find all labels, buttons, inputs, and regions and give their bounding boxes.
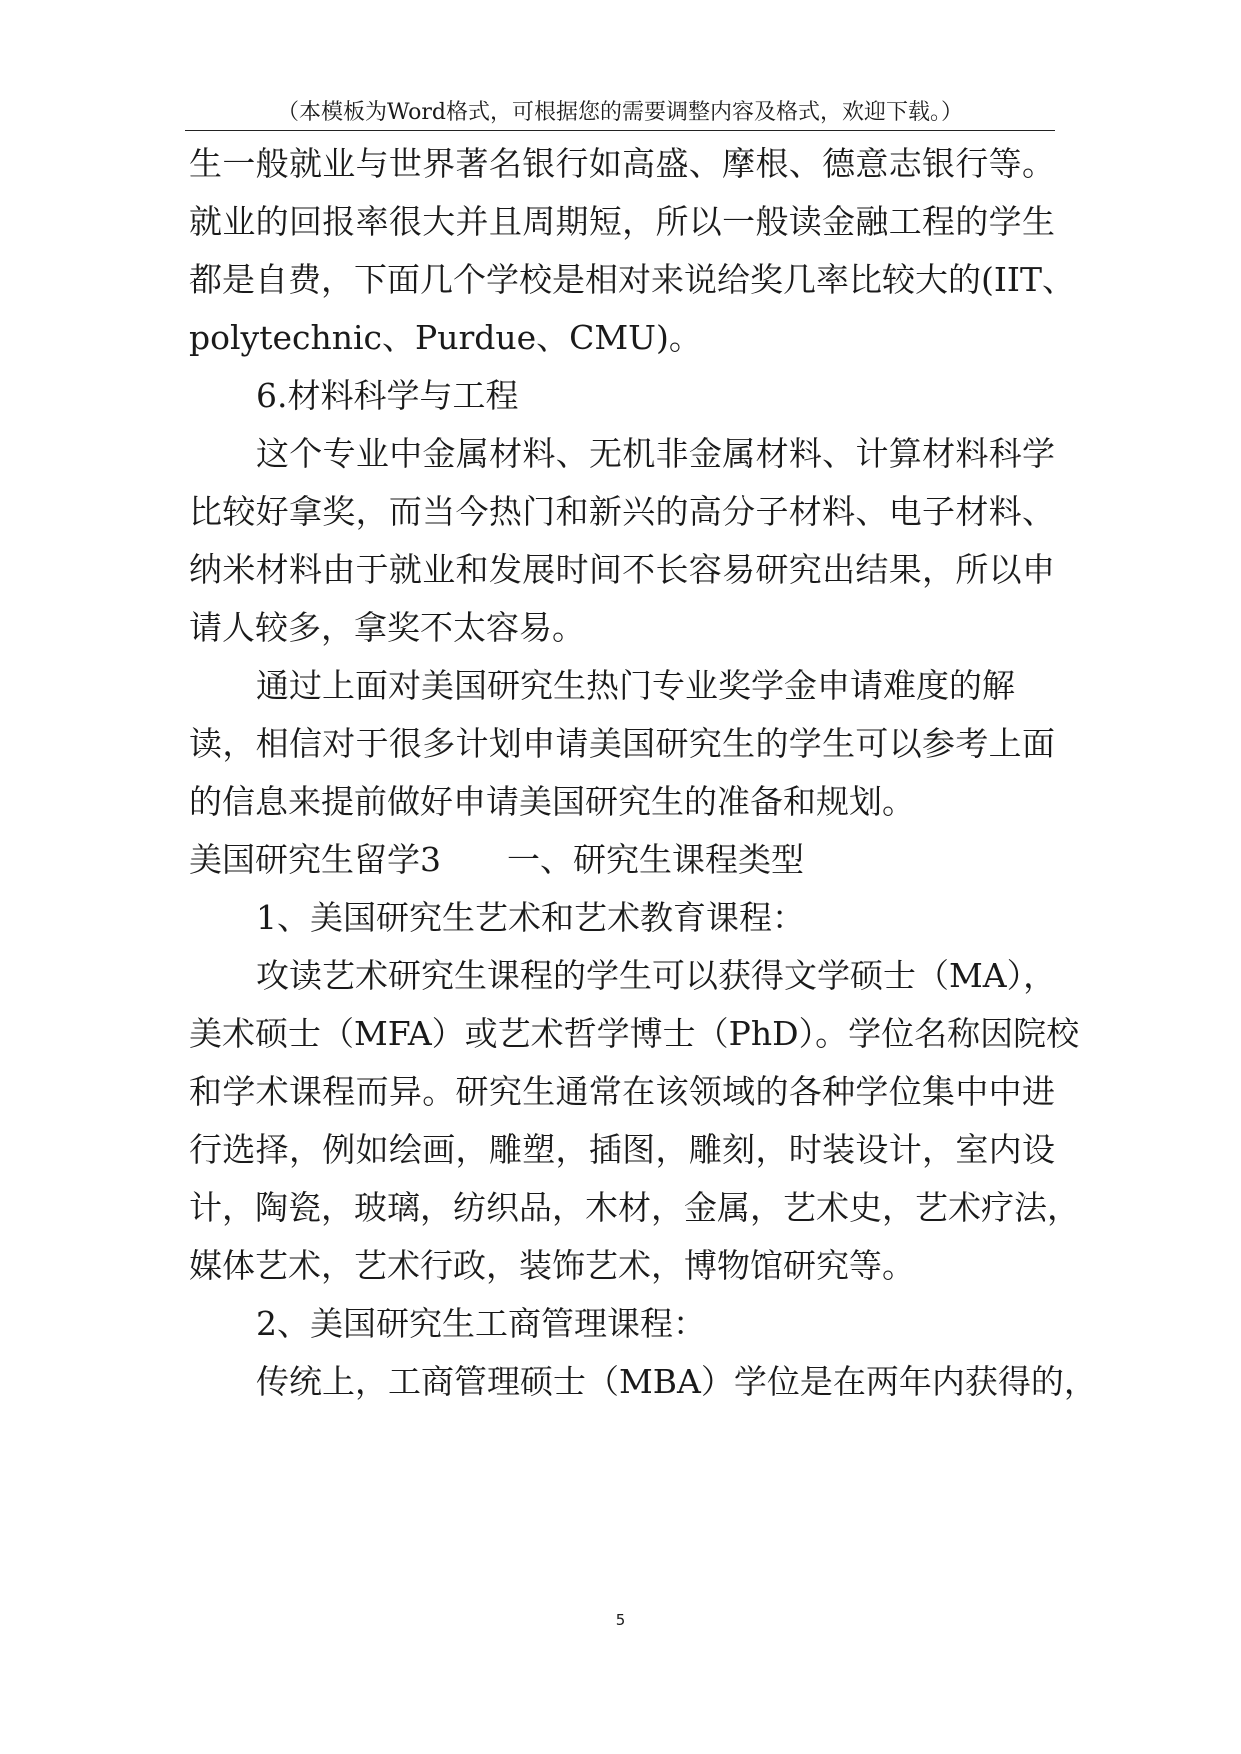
section-heading: 6.材料科学与工程 bbox=[256, 376, 519, 415]
subsection-heading: 1、美国研究生艺术和艺术教育课程： bbox=[256, 898, 805, 937]
body-line: 请人较多，拿奖不太容易。 bbox=[189, 608, 585, 647]
page-number: 5 bbox=[615, 1611, 626, 1629]
body-line: 传统上，工商管理硕士（MBA）学位是在两年内获得的， bbox=[256, 1362, 1097, 1401]
body-line: polytechnic、Purdue、CMU)。 bbox=[189, 318, 702, 357]
body-line: 读，相信对于很多计划申请美国研究生的学生可以参考上面 bbox=[189, 724, 1055, 763]
header-divider bbox=[185, 130, 1055, 131]
subsection-heading: 2、美国研究生工商管理课程： bbox=[256, 1304, 706, 1343]
body-line: 比较好拿奖，而当今热门和新兴的高分子材料、电子材料、 bbox=[189, 492, 1055, 531]
section-heading: 美国研究生留学3 一、研究生课程类型 bbox=[189, 840, 804, 879]
body-line: 通过上面对美国研究生热门专业奖学金申请难度的解 bbox=[256, 666, 1015, 705]
body-line: 这个专业中金属材料、无机非金属材料、计算材料科学 bbox=[256, 434, 1055, 473]
body-line: 媒体艺术，艺术行政，装饰艺术，博物馆研究等。 bbox=[189, 1246, 915, 1285]
body-line: 的信息来提前做好申请美国研究生的准备和规划。 bbox=[189, 782, 915, 821]
body-line: 和学术课程而异。研究生通常在该领域的各种学位集中中进 bbox=[189, 1072, 1055, 1111]
body-line: 美术硕士（MFA）或艺术哲学博士（PhD）。学位名称因院校 bbox=[189, 1014, 1080, 1053]
body-line: 纳米材料由于就业和发展时间不长容易研究出结果，所以申 bbox=[189, 550, 1055, 589]
body-line: 行选择，例如绘画，雕塑，插图，雕刻，时装设计，室内设 bbox=[189, 1130, 1055, 1169]
body-line: 就业的回报率很大并且周期短，所以一般读金融工程的学生 bbox=[189, 202, 1055, 241]
template-header-note: （本模板为Word格式，可根据您的需要调整内容及格式，欢迎下载。） bbox=[277, 100, 963, 125]
body-line: 生一般就业与世界著名银行如高盛、摩根、德意志银行等。 bbox=[189, 144, 1055, 183]
body-line: 计，陶瓷，玻璃，纺织品，木材，金属，艺术史，艺术疗法， bbox=[189, 1188, 1080, 1227]
body-line: 攻读艺术研究生课程的学生可以获得文学硕士（MA）， bbox=[256, 956, 1057, 995]
body-line: 都是自费，下面几个学校是相对来说给奖几率比较大的(IIT、 bbox=[189, 260, 1075, 299]
